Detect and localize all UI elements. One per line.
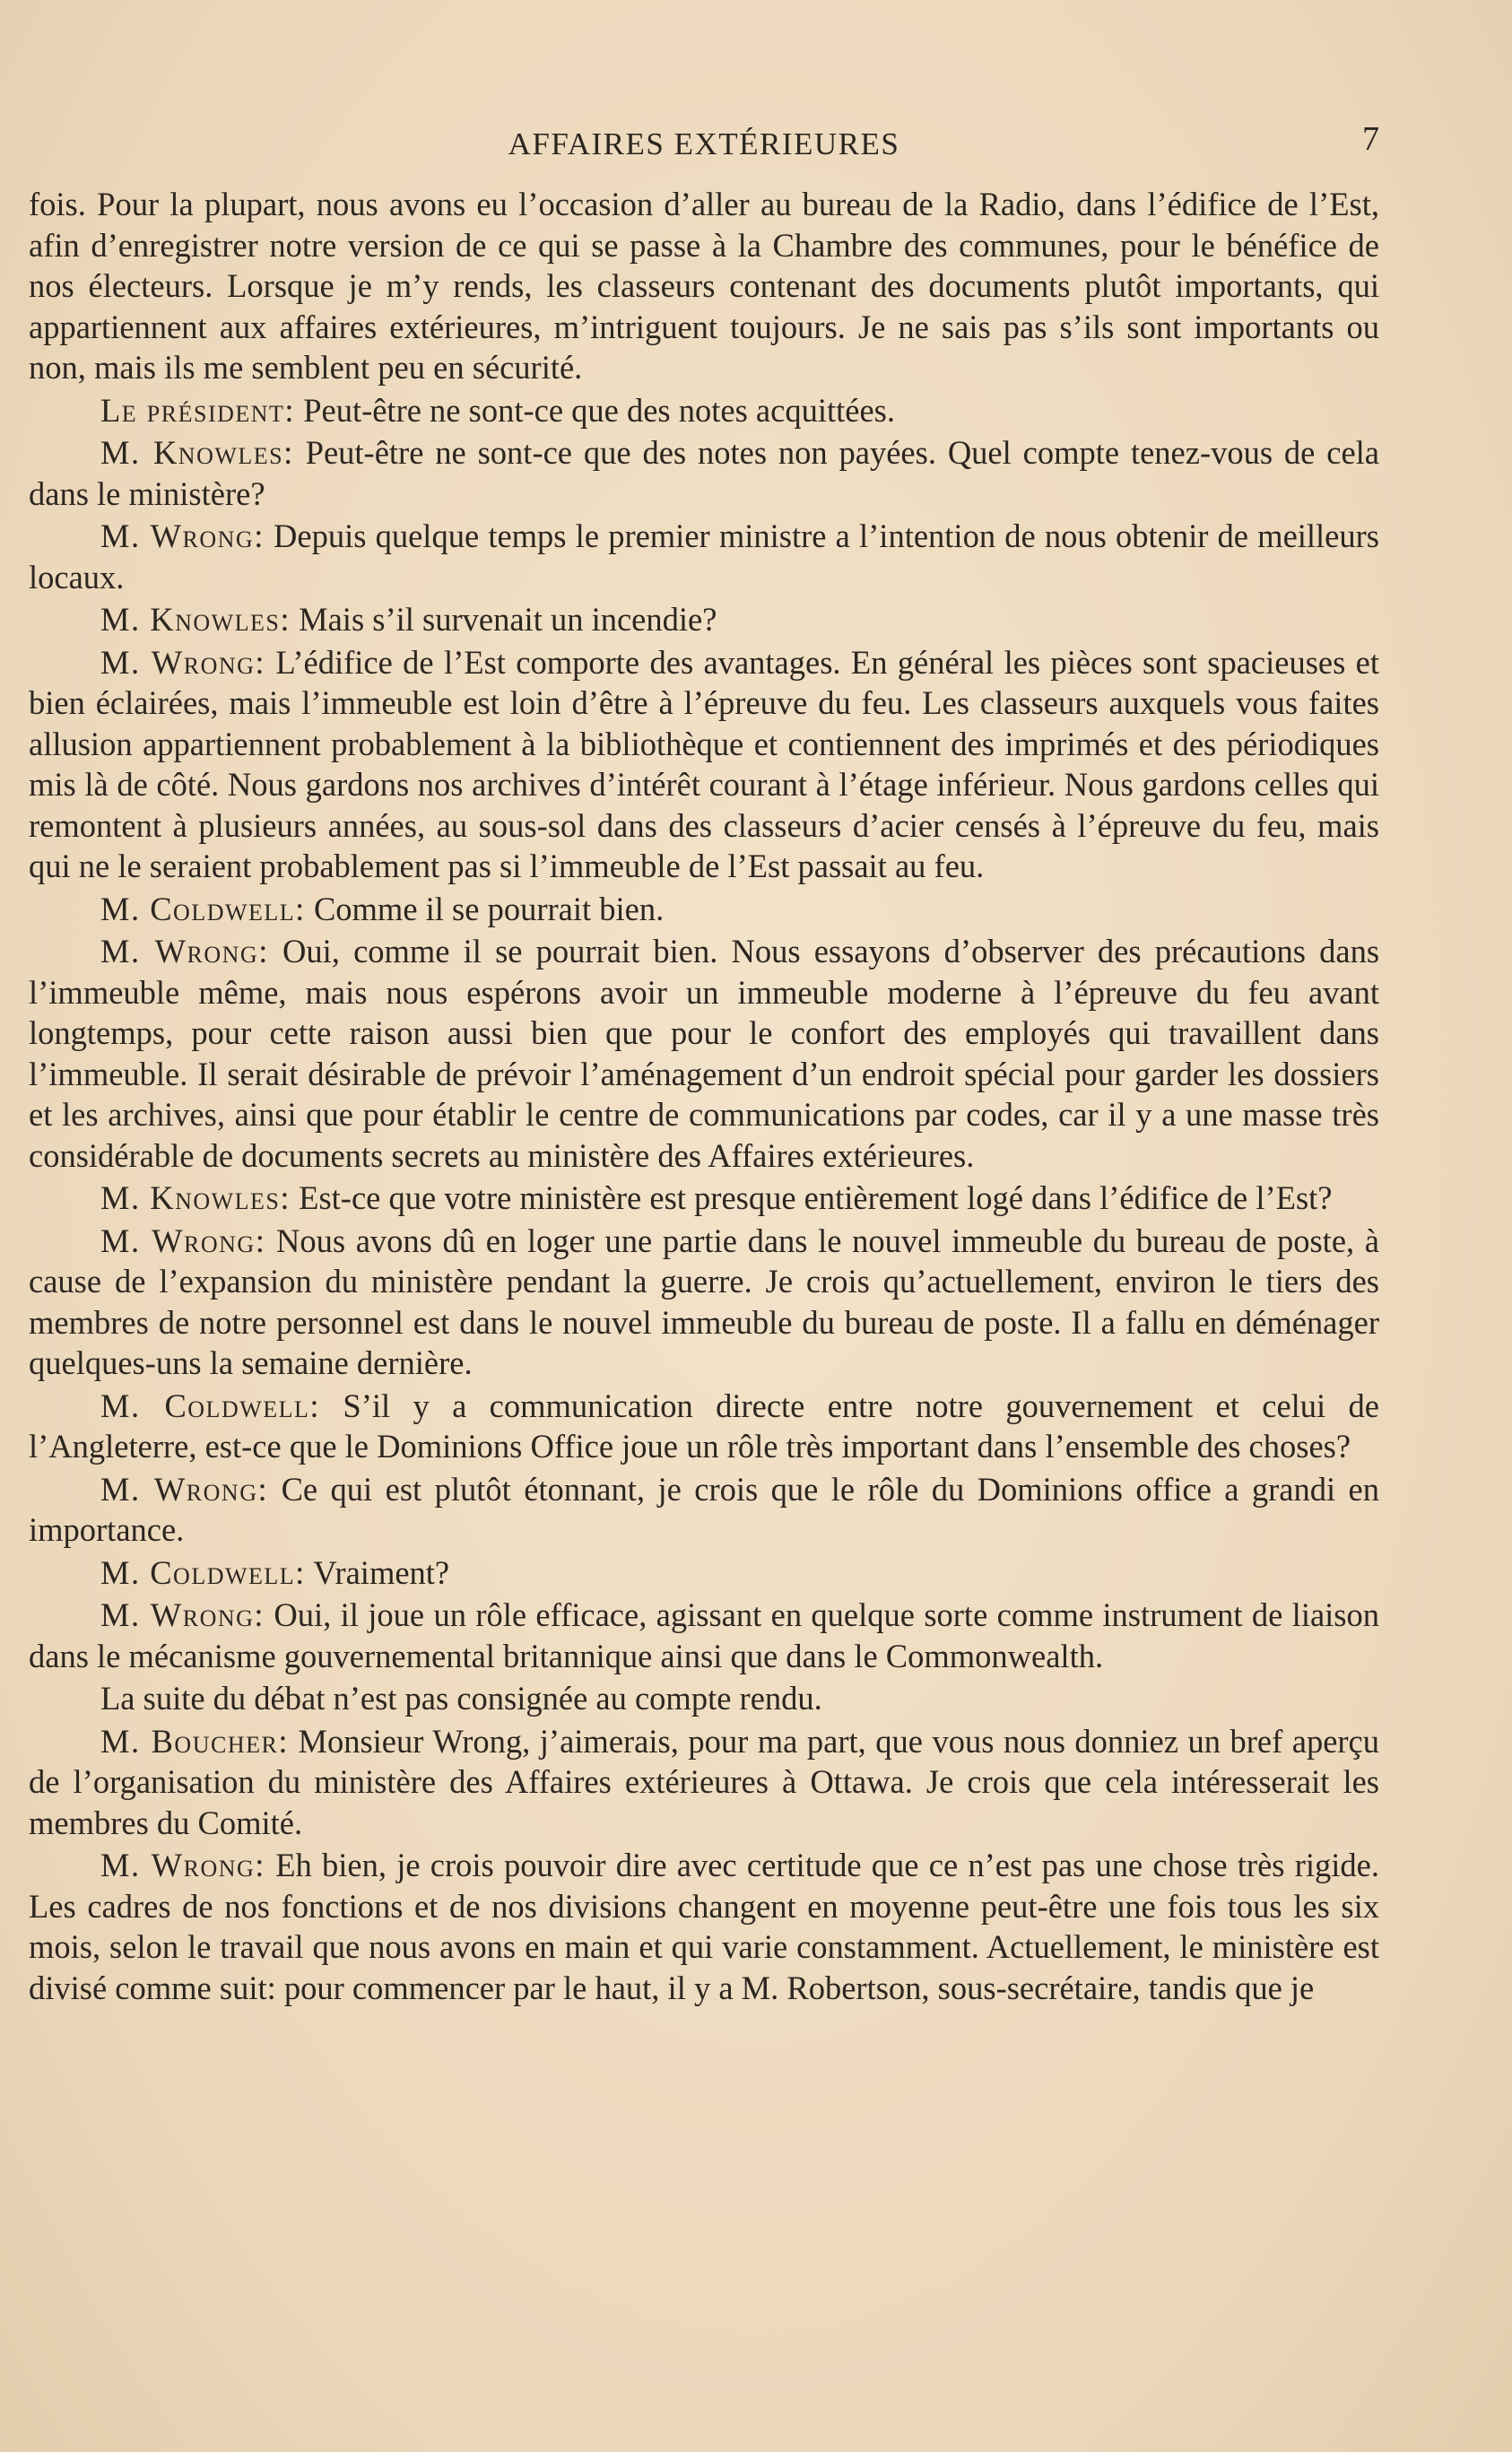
- speech-paragraph: [29, 599, 1379, 640]
- page-number: 7: [1362, 120, 1379, 158]
- body-text: [29, 184, 1379, 2008]
- speech-text: L’édifice de l’Est comporte des avantages. En général les pièces sont spacieuses et bien éclairées, mais l’immeuble est loin d’être à l’épreuve du feu. Les classeurs auxquels vous faites allusion appartiennent probablement à la bibliothèque et contiennent des imprimés et des périodiques mis là de côté. Nous gardons nos archives d’intérêt courant à l’étage inférieur. Nous gardons celles qui remontent à plusieurs années, au sous-sol dans des classeurs d’acier censés à l’épreuve du feu, mais qui ne le seraient probablement pas si l’immeuble de l’Est passait au feu.: [29, 643, 1380, 884]
- speech-text: Est-ce que votre ministère est presque entièrement logé dans l’édifice de l’Est?: [299, 1179, 1333, 1216]
- speaker-label: M. Wrong:: [100, 1470, 269, 1508]
- speech-text: Peut-être ne sont-ce que des notes non payées. Quel compte tenez-vous de cela dans le ministère?: [29, 434, 1379, 512]
- speech-paragraph: [29, 1469, 1379, 1551]
- paragraph-text: fois. Pour la plupart, nous avons eu l’occasion d’aller au bureau de la Radio, dans l’édifice de l’Est, afin d’enregistrer notre version de ce qui se passe à la Chambre des communes, pour le bénéfice de nos électeurs. Lorsque je m’y rends, les classeurs contenant des documents plutôt importants, qui appartiennent aux affaires extérieures, m’intriguent toujours. Je ne sais pas s’ils sont importants ou non, mais ils me semblent peu en sécurité.: [29, 186, 1379, 386]
- speaker-label: M. Wrong:: [100, 933, 269, 969]
- speech-paragraph: [29, 1595, 1379, 1676]
- speaker-label: M. Knowles:: [100, 601, 291, 638]
- speech-paragraph: [29, 931, 1379, 1176]
- speech-text: Ce qui est plutôt étonnant, je crois que le rôle du Dominions office a grandi en importance.: [29, 1470, 1379, 1548]
- speech-text: Monsieur Wrong, j’aimerais, pour ma part, que vous nous donniez un bref aperçu de l’organisation du ministère des Affaires extérieures à Ottawa. Je crois que cela intéresserait les membres du Comité.: [29, 1722, 1379, 1841]
- note-text: La suite du débat n’est pas consignée au compte rendu.: [100, 1680, 822, 1717]
- speaker-label: Le président:: [100, 391, 296, 429]
- speech-paragraph: [29, 1552, 1379, 1594]
- speech-text: Vraiment?: [313, 1553, 450, 1591]
- speech-paragraph: [29, 1178, 1379, 1219]
- speech-text: Oui, comme il se pourrait bien. Nous essayons d’observer des précautions dans l’immeuble même, mais nous espérons avoir un immeuble moderne à l’épreuve du feu avant longtemps, pour cette raison aussi bien que pour le confort des employés qui travaillent dans l’immeuble. Il serait désirable de prévoir l’aménagement d’un endroit spécial pour garder les dossiers et les archives, ainsi que pour établir le centre de communications par codes, car il y a une masse très considérable de documents secrets au ministère des Affaires extérieures.: [29, 933, 1380, 1174]
- speech-paragraph: [29, 1221, 1379, 1384]
- speaker-label: M. Coldwell:: [100, 890, 306, 927]
- speech-paragraph: [29, 1721, 1379, 1844]
- speaker-label: M. Boucher:: [100, 1722, 289, 1760]
- speaker-label: M. Wrong:: [100, 517, 265, 554]
- speaker-label: M. Wrong:: [100, 1847, 265, 1883]
- paragraph: [29, 184, 1379, 388]
- speech-text: Eh bien, je crois pouvoir dire avec certitude que ce n’est pas une chose très rigide. Les cadres de nos fonctions et de nos divisions changent en moyenne peut-être une fois tous les six mois, selon le travail que nous avons en main et qui varie constamment. Actuellement, le ministère est divisé comme suit: pour commencer par le haut, il y a M. Robertson, sous-secrétaire, tandis que je: [29, 1847, 1379, 2006]
- speech-text: Mais s’il survenait un incendie?: [299, 601, 717, 638]
- speech-text: Comme il se pourrait bien.: [313, 890, 665, 927]
- speech-text: S’il y a communication directe entre notre gouvernement et celui de l’Angleterre, est-ce que le Dominions Office joue un rôle très important dans l’ensemble des choses?: [29, 1387, 1379, 1465]
- page-header-title: AFFAIRES EXTÉRIEURES: [508, 126, 900, 161]
- speech-text: Peut-être ne sont-ce que des notes acquittées.: [303, 391, 895, 429]
- speaker-label: M. Coldwell:: [100, 1553, 306, 1591]
- speech-paragraph: [29, 889, 1379, 930]
- speech-paragraph: [29, 1386, 1379, 1467]
- speech-paragraph: [29, 642, 1379, 887]
- speaker-label: M. Knowles:: [100, 434, 294, 471]
- speaker-label: M. Wrong:: [100, 1596, 265, 1633]
- speech-paragraph: [29, 432, 1379, 514]
- note-paragraph: [29, 1678, 1379, 1719]
- speech-text: Nous avons dû en loger une partie dans le nouvel immeuble du bureau de poste, à cause de l’expansion du ministère pendant la guerre. Je crois qu’actuellement, environ le tiers des membres de notre personnel est dans le nouvel immeuble du bureau de poste. Il a fallu en déménager quelques-uns la semaine dernière.: [29, 1222, 1380, 1381]
- document-page: [29, 112, 1379, 2010]
- running-header: [29, 112, 1379, 175]
- speech-paragraph: [29, 1845, 1379, 2008]
- speaker-label: M. Wrong:: [100, 1222, 266, 1259]
- speech-paragraph: [29, 516, 1379, 597]
- speech-text: Oui, il joue un rôle efficace, agissant en quelque sorte comme instrument de liaison dans le mécanisme gouvernemental britannique ainsi que dans le Commonwealth.: [29, 1596, 1380, 1674]
- speech-text: Depuis quelque temps le premier ministre a l’intention de nous obtenir de meilleurs locaux.: [29, 517, 1379, 596]
- speaker-label: M. Knowles:: [100, 1179, 291, 1216]
- speaker-label: M. Wrong:: [100, 643, 266, 681]
- speaker-label: M. Coldwell:: [100, 1387, 321, 1424]
- speech-paragraph: [29, 390, 1379, 431]
